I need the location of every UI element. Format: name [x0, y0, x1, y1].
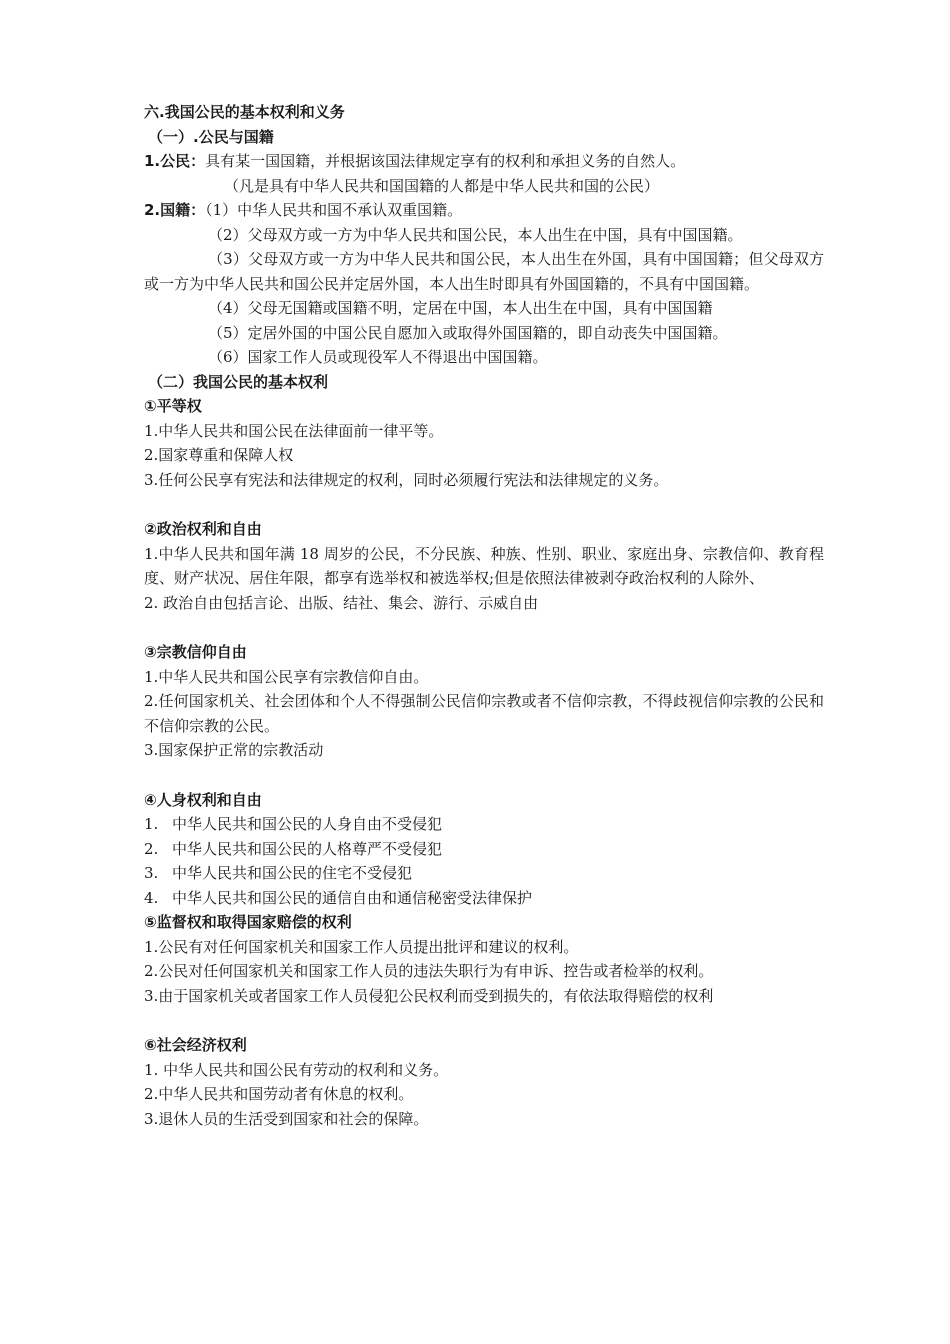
nationality-label: 2.国籍： [144, 201, 206, 219]
personal-item-3 [144, 861, 824, 886]
subheading-social-economic: ⑥社会经济权利 [144, 1036, 247, 1054]
list-number: 1. [144, 815, 159, 833]
section-heading-basic-rights: （二）我国公民的基本权利 [148, 372, 329, 391]
nationality-item-2: （2）父母双方或一方为中华人民共和国公民，本人出生在中国，具有中国国籍。 [208, 225, 743, 244]
religion-item-3: 3.国家保护正常的宗教活动 [144, 741, 324, 759]
list-number: 3. [144, 864, 159, 882]
citizen-label: 1.公民： [144, 152, 206, 170]
section-heading-citizen-nationality: （一）.公民与国籍 [148, 127, 274, 146]
nationality-item-4: （4）父母无国籍或国籍不明，定居在中国，本人出生在中国，具有中国国籍 [208, 299, 713, 317]
nationality-item-1-text: （1）中华人民共和国不承认双重国籍。 [205, 201, 463, 219]
equality-item-2: 2.国家尊重和保障人权 [144, 446, 294, 464]
subheading-religion: ③宗教信仰自由 [144, 643, 247, 661]
spacer [144, 492, 824, 517]
personal-item-4-text: 中华人民共和国公民的通信自由和通信秘密受法律保护 [172, 888, 533, 907]
social-item-1: 1. 中华人民共和国公民有劳动的权利和义务。 [144, 1060, 449, 1079]
personal-item-2-text: 中华人民共和国公民的人格尊严不受侵犯 [172, 839, 443, 858]
citizen-text: 具有某一国国籍，并根据该国法律规定享有的权利和承担义务的自然人。 [205, 152, 686, 170]
nationality-item-5: （5）定居外国的中国公民自愿加入或取得外国国籍的，即自动丧失中国国籍。 [208, 323, 728, 342]
subheading-personal-rights: ④人身权利和自由 [144, 790, 262, 809]
spacer [144, 1008, 824, 1033]
personal-item-1 [144, 812, 824, 837]
list-number: 4. [144, 888, 159, 907]
religion-item-1: 1.中华人民共和国公民享有宗教信仰自由。 [144, 667, 429, 686]
personal-item-4 [144, 886, 824, 911]
political-item-1: 1.中华人民共和国年满 18 周岁的公民，不分民族、种族、性别、职业、家庭出身、宗教信仰、教育程度、财产状况、居住年限，都享有选举权和被选举权;但是依照法律被剥夺政治权利的人除外、 [144, 544, 824, 587]
spacer [144, 763, 824, 788]
subheading-supervision: ⑤监督权和取得国家赔偿的权利 [144, 913, 352, 931]
supervision-item-2: 2.公民对任何国家机关和国家工作人员的违法失职行为有申诉、控告或者检举的权利。 [144, 962, 714, 980]
supervision-item-3: 3.由于国家机关或者国家工作人员侵犯公民权利而受到损失的，有依法取得赔偿的权利 [144, 986, 714, 1005]
equality-item-3: 3.任何公民享有宪法和法律规定的权利，同时必须履行宪法和法律规定的义务。 [144, 470, 669, 489]
nationality-item-1 [144, 198, 824, 223]
nationality-item-3: （3）父母双方或一方为中华人民共和国公民，本人出生在外国，具有中国国籍；但父母双方或一方为中华人民共和国公民并定居外国，本人出生时即具有外国国籍的，不具有中国国籍。 [144, 250, 824, 293]
political-item-2: 2. 政治自由包括言论、出版、结社、集会、游行、示威自由 [144, 593, 539, 612]
citizen-note: （凡是具有中华人民共和国国籍的人都是中华人民共和国的公民） [224, 176, 660, 195]
religion-item-2: 2.任何国家机关、社会团体和个人不得强制公民信仰宗教或者不信仰宗教，不得歧视信仰宗教的公民和不信仰宗教的公民。 [144, 692, 824, 735]
social-item-2: 2.中华人民共和国劳动者有休息的权利。 [144, 1085, 414, 1103]
nationality-item-6: （6）国家工作人员或现役军人不得退出中国国籍。 [208, 348, 548, 366]
subheading-political-rights: ②政治权利和自由 [144, 520, 262, 538]
personal-item-1-text: 中华人民共和国公民的人身自由不受侵犯 [172, 815, 443, 833]
social-item-3: 3.退休人员的生活受到国家和社会的保障。 [144, 1109, 429, 1128]
document-title: 六.我国公民的基本权利和义务 [144, 103, 345, 121]
subheading-equality: ①平等权 [144, 397, 202, 415]
citizen-definition [144, 149, 824, 174]
equality-item-1: 1.中华人民共和国公民在法律面前一律平等。 [144, 421, 444, 440]
personal-item-2 [144, 837, 824, 862]
supervision-item-1: 1.公民有对任何国家机关和国家工作人员提出批评和建议的权利。 [144, 937, 579, 956]
spacer [144, 615, 824, 640]
personal-item-3-text: 中华人民共和国公民的住宅不受侵犯 [172, 864, 413, 882]
document-page [144, 100, 824, 1131]
list-number: 2. [144, 839, 159, 858]
